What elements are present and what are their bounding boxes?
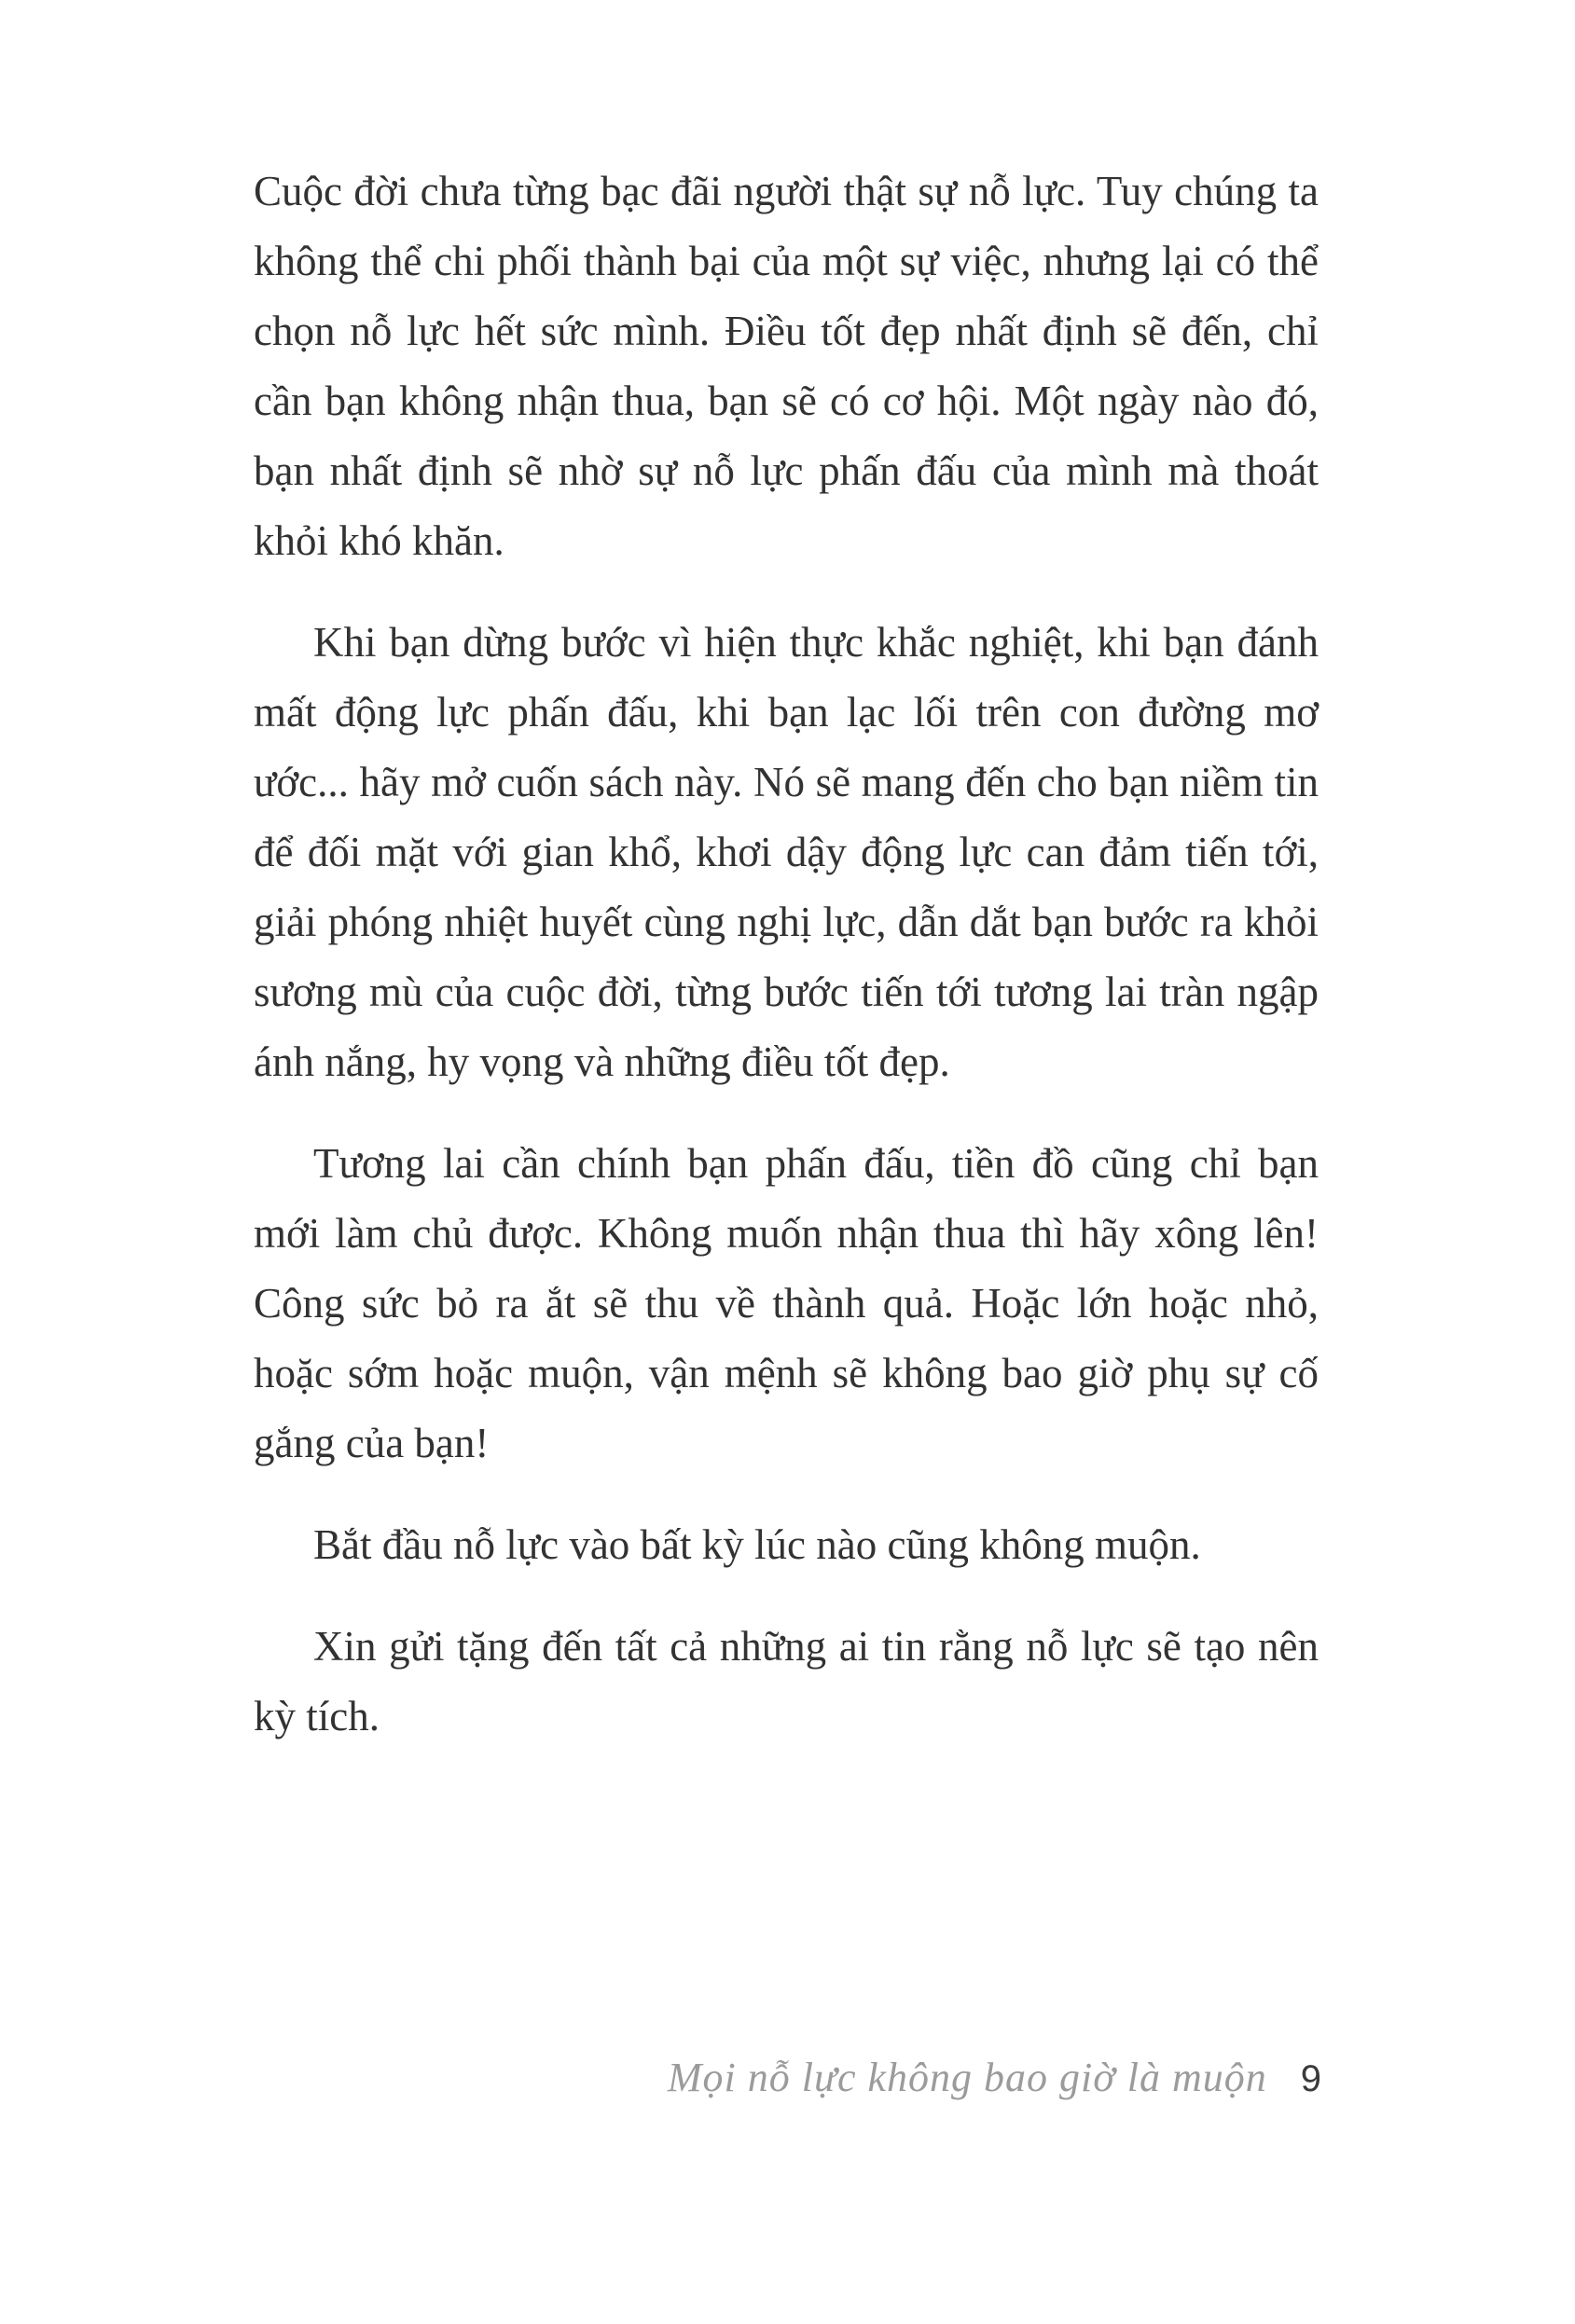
page-footer <box>668 2054 1321 2101</box>
paragraph: Tương lai cần chính bạn phấn đấu, tiền đồ cũng chỉ bạn mới làm chủ được. Không muốn nhận thua thì hãy xông lên! Công sức bỏ ra ắt sẽ thu về thành quả. Hoặc lớn hoặc nhỏ, hoặc sớm hoặc muộn, vận mệnh sẽ không bao giờ phụ sự cố gắng của bạn! <box>254 1140 1319 1466</box>
paragraph: Khi bạn dừng bước vì hiện thực khắc nghiệt, khi bạn đánh mất động lực phấn đấu, khi bạn lạc lối trên con đường mơ ước... hãy mở cuốn sách này. Nó sẽ mang đến cho bạn niềm tin để đối mặt với gian khổ, khơi dậy động lực can đảm tiến tới, giải phóng nhiệt huyết cùng nghị lực, dẫn dắt bạn bước ra khỏi sương mù của cuộc đời, từng bước tiến tới tương lai tràn ngập ánh nắng, hy vọng và những điều tốt đẹp. <box>254 619 1319 1085</box>
page-number: 9 <box>1300 2058 1321 2099</box>
paragraph: Cuộc đời chưa từng bạc đãi người thật sự nỗ lực. Tuy chúng ta không thể chi phối thành bại của một sự việc, nhưng lại có thể chọn nỗ lực hết sức mình. Điều tốt đẹp nhất định sẽ đến, chỉ cần bạn không nhận thua, bạn sẽ có cơ hội. Một ngày nào đó, bạn nhất định sẽ nhờ sự nỗ lực phấn đấu của mình mà thoát khỏi khó khăn. <box>254 168 1319 564</box>
paragraph: Xin gửi tặng đến tất cả những ai tin rằng nỗ lực sẽ tạo nên kỳ tích. <box>254 1623 1319 1740</box>
body-text <box>254 157 1319 1783</box>
running-title: Mọi nỗ lực không bao giờ là muộn <box>667 2055 1267 2100</box>
paragraph: Bắt đầu nỗ lực vào bất kỳ lúc nào cũng không muộn. <box>313 1521 1201 1568</box>
